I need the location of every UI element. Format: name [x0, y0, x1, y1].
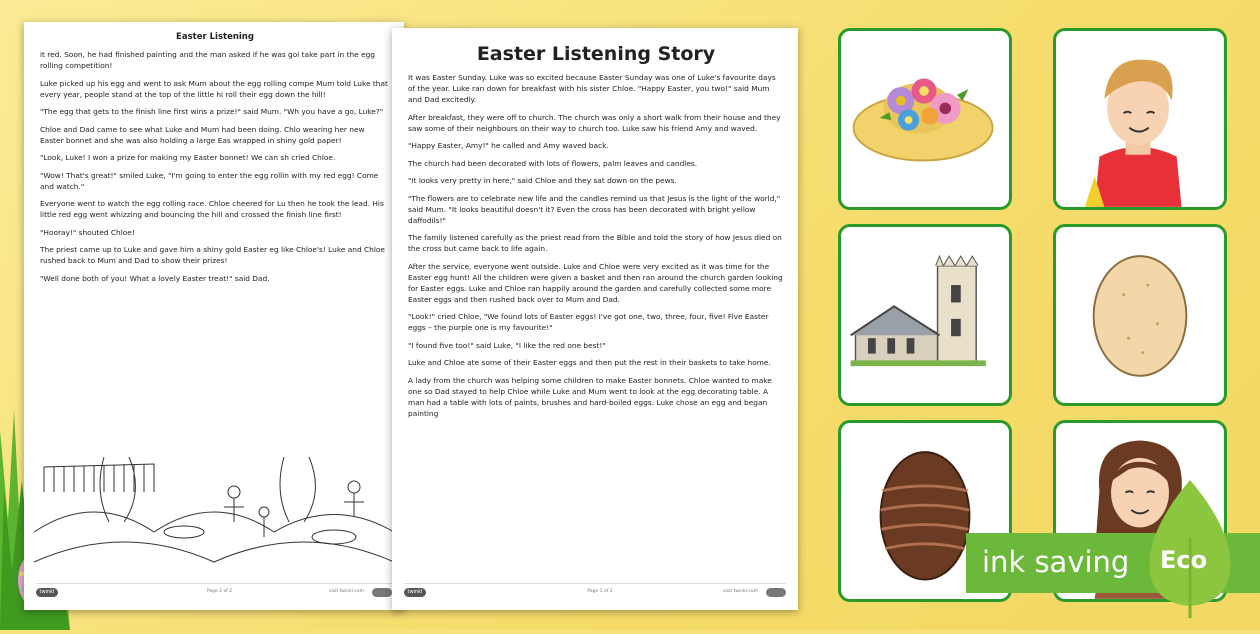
- church-icon: [841, 227, 1009, 403]
- page-number: Page 2 of 2: [206, 589, 233, 594]
- paragraph: "Look!" cried Chloe, "We found lots of Easter eggs! I've got one, two, three, four, five! Five Easter eggs – the purple one is my favourite!": [408, 312, 769, 332]
- page-footer: [36, 583, 392, 600]
- paragraph: "Happy Easter, Amy!" he called and Amy waved back.: [408, 141, 609, 150]
- paragraph: Chloe and Dad came to see what Luke and Mum had been doing. Chlo wearing her new Easter bonnet and she was also holding a large Eas wrapped in shiny gold paper!: [40, 124, 365, 145]
- footer-logo-icon: [766, 588, 786, 597]
- paragraph: The church had been decorated with lots of flowers, palm leaves and candles.: [408, 158, 698, 168]
- footer-logo-icon: [372, 588, 392, 597]
- twinkl-logo: twinkl: [404, 588, 426, 597]
- story-page-1: [392, 28, 798, 610]
- easter-bonnet-icon: [841, 31, 1009, 207]
- paragraph: Luke and Chloe ate some of their Easter eggs and then put the rest in their baskets to take home.: [408, 358, 771, 367]
- paragraph: Everyone went to watch the egg rolling race. Chloe cheered for Lu then he took the lead. His little red egg went whizzing and bouncing the hill and crossed the finish line first!: [40, 199, 384, 219]
- boy-luke-icon: [1056, 31, 1224, 207]
- eco-label: Eco: [1160, 546, 1208, 574]
- paragraph: It was Easter Sunday. Luke was so excited because Easter Sunday was one of Luke's favourite days of the year. Luke ran down for breakfast with his sister Chloe. "Happy Easter, you two!" said Mum and Dad excitedly.: [408, 73, 776, 104]
- card-egg: [1053, 224, 1227, 406]
- card-easter-bonnet: [838, 28, 1012, 210]
- paragraph: "Wow! That's great!" smiled Luke, "I'm going to enter the egg rollin with my red egg! Come and watch.": [40, 170, 379, 191]
- story-page-2: [24, 22, 404, 610]
- paragraph: "It looks very pretty in here," said Chloe and they sat down on the pews.: [408, 176, 677, 185]
- paragraph: "Look, Luke! I won a prize for making my Easter bonnet! We can sh cried Chloe.: [40, 153, 336, 162]
- eco-leaf-icon: [1140, 478, 1240, 618]
- page-2-title: Easter Listening: [176, 32, 254, 42]
- paragraph: Luke picked up his egg and went to ask Mum about the egg rolling compe Mum told Luke that every year, people stand at the top of the little hi roll their egg down the hill!: [40, 78, 388, 99]
- paragraph: "Well done both of you! What a lovely Easter treat!" said Dad.: [40, 273, 270, 283]
- card-boy: [1053, 28, 1227, 210]
- footer-url: visit twinkl.com: [328, 589, 364, 594]
- footer-url: visit twinkl.com: [722, 589, 758, 594]
- paragraph: "The egg that gets to the finish line first wins a prize!" said Mum. "Wh you have a go, Luke?": [40, 107, 384, 116]
- card-church: [838, 224, 1012, 406]
- paragraph: A lady from the church was helping some children to make Easter bonnets. Chloe wanted to make one so Dad stayed to help Chloe while Luke and Mum went to look at the egg decorating table. A man had a table with lots of paints, brushes and hard-boiled eggs. Luke chose an egg and began painting: [408, 375, 772, 418]
- paragraph: "I found five too!" said Luke, "I like the red one best!": [408, 340, 606, 350]
- egg-rolling-illustration: [34, 452, 394, 572]
- paragraph: After breakfast, they were off to church. The church was only a short walk from their house and they saw some of their neighbours on their way to church too. Luke saw his friend Amy and waved.: [408, 112, 781, 133]
- page-number: Page 1 of 2: [587, 589, 613, 594]
- twinkl-logo: twinkl: [36, 588, 58, 597]
- paragraph: "Hooray!" shouted Chloe!: [40, 227, 135, 237]
- paragraph: The family listened carefully as the priest read from the Bible and told the story of how Jesus died on the cross but came back to life again.: [408, 233, 782, 253]
- paragraph: The priest came up to Luke and gave him a shiny gold Easter eg like Chloe's! Luke and Chloe rushed back to Mum and Dad to show their prizes!: [40, 245, 385, 265]
- paragraph: "The flowers are to celebrate new life and the candles remind us that Jesus is the light of the world," said Mum. "It looks beautiful doesn't it? Even the cross has been decorated with bright yellow daffodils!": [408, 193, 781, 225]
- paragraph: After the service, everyone went outside. Luke and Chloe were very excited as it was time for the Easter egg hunt! All the children were given a basket and then ran around the church garden looking for Easter eggs. Luke and Chloe ran happily around the garden and carefully collected some more Easter eggs and then rushed back over to Mum and Dad.: [408, 261, 783, 304]
- page-footer: [404, 583, 786, 600]
- page-title: Easter Listening Story: [476, 43, 716, 65]
- egg-icon: [1056, 227, 1224, 403]
- ink-saving-label: ink saving: [982, 545, 1130, 579]
- paragraph: it red. Soon, he had finished painting and the man asked if he was goi take part in the egg rolling competition!: [40, 50, 376, 70]
